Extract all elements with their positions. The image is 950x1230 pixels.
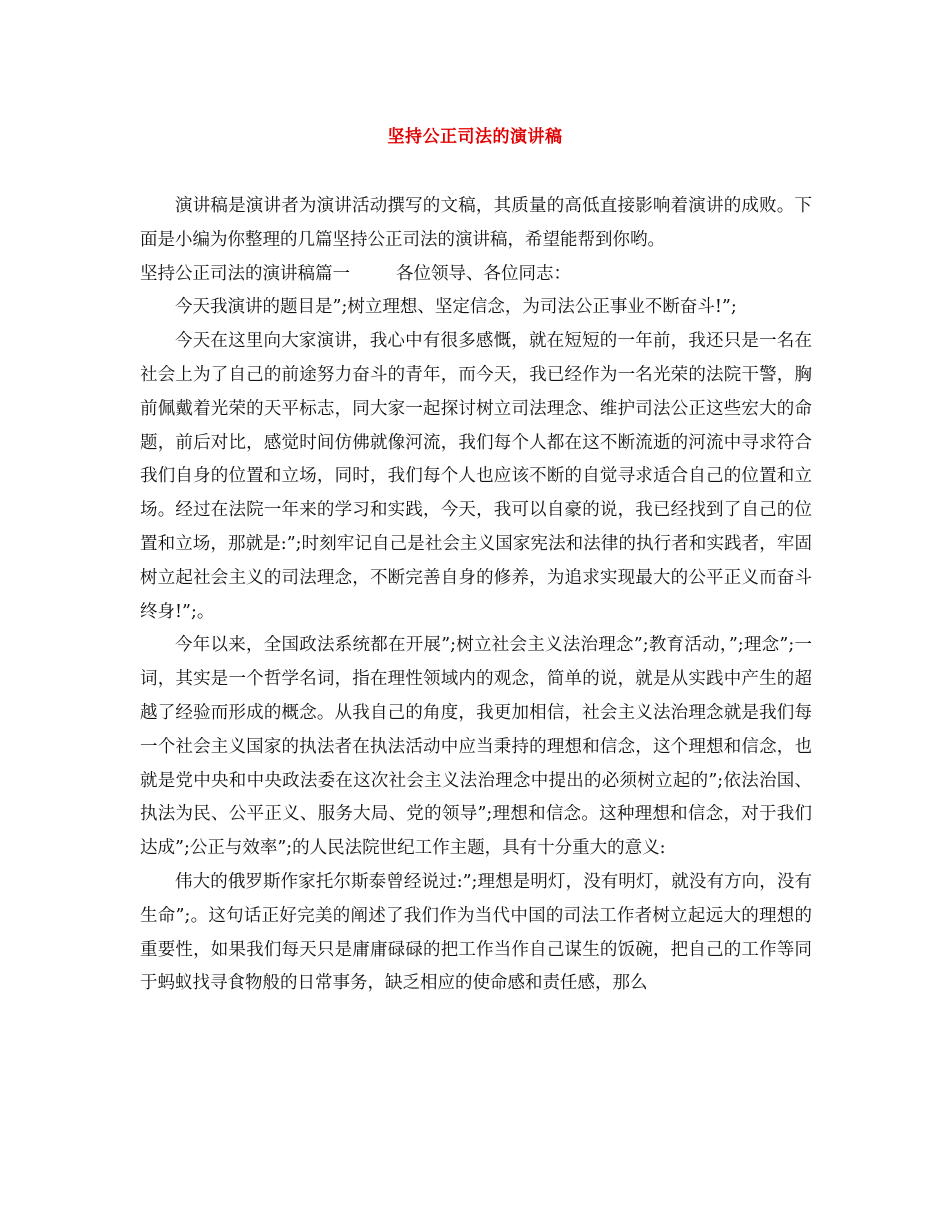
body-paragraph: 伟大的俄罗斯作家托尔斯泰曾经说过:”;理想是明灯，没有明灯，就没有方向，没有生命”;。这句话正好完美的阐述了我们作为当代中国的司法工作者树立起远大的理想的重要性，如果我们每天只是庸庸碌碌的把工作当作自己谋生的饭碗，把自己的工作等同于蚂蚁找寻食物般的日常事务，缺乏相应的使命感和责任感，那么 xyxy=(140,871,812,994)
section-heading-line xyxy=(140,258,812,292)
section-heading: 坚持公正司法的演讲稿篇一 xyxy=(140,263,350,284)
intro-paragraph: 演讲稿是演讲者为演讲活动撰写的文稿，其质量的高低直接影响着演讲的成败。下面是小编为你整理的几篇坚持公正司法的演讲稿，希望能帮到你哟。 xyxy=(140,196,812,250)
body-paragraph: 今天我演讲的题目是”;树立理想、坚定信念，为司法公正事业不断奋斗!”; xyxy=(175,297,737,318)
salutation: 各位领导、各位同志： xyxy=(396,263,571,284)
body-paragraph: 今天在这里向大家演讲，我心中有很多感慨，就在短短的一年前，我还只是一名在社会上为了自己的前途努力奋斗的青年，而今天，我已经作为一名光荣的法院干警，胸前佩戴着光荣的天平标志，同大家一起探讨树立司法理念、维护司法公正这些宏大的命题，前后对比，感觉时间仿佛就像河流，我们每个人都在这不断流逝的河流中寻求符合我们自身的位置和立场，同时，我们每个人也应该不断的自觉寻求适合自己的位置和立场。经过在法院一年来的学习和实践，今天，我可以自豪的说，我已经找到了自己的位置和立场，那就是:”;时刻牢记自己是社会主义国家宪法和法律的执行者和实践者，牢固树立起社会主义的司法理念，不断完善自身的修养，为追求实现最大的公平正义而奋斗终身!”;。 xyxy=(140,331,812,622)
document-title: 坚持公正司法的演讲稿 xyxy=(387,127,563,147)
document-body xyxy=(140,190,812,1001)
body-paragraph: 今年以来，全国政法系统都在开展”;树立社会主义法治理念”;教育活动，”;理念”;一词，其实是一个哲学名词，指在理性领域内的观念，简单的说，就是从实践中产生的超越了经验而形成的概念。从我自己的角度，我更加相信，社会主义法治理念就是我们每一个社会主义国家的执法者在执法活动中应当秉持的理想和信念，这个理想和信念，也就是党中央和中央政法委在这次社会主义法治理念中提出的必须树立起的”;依法治国、执法为民、公平正义、服务大局、党的领导”;理想和信念。这种理想和信念，对于我们达成”;公正与效率”;的人民法院世纪工作主题，具有十分重大的意义: xyxy=(140,635,812,859)
